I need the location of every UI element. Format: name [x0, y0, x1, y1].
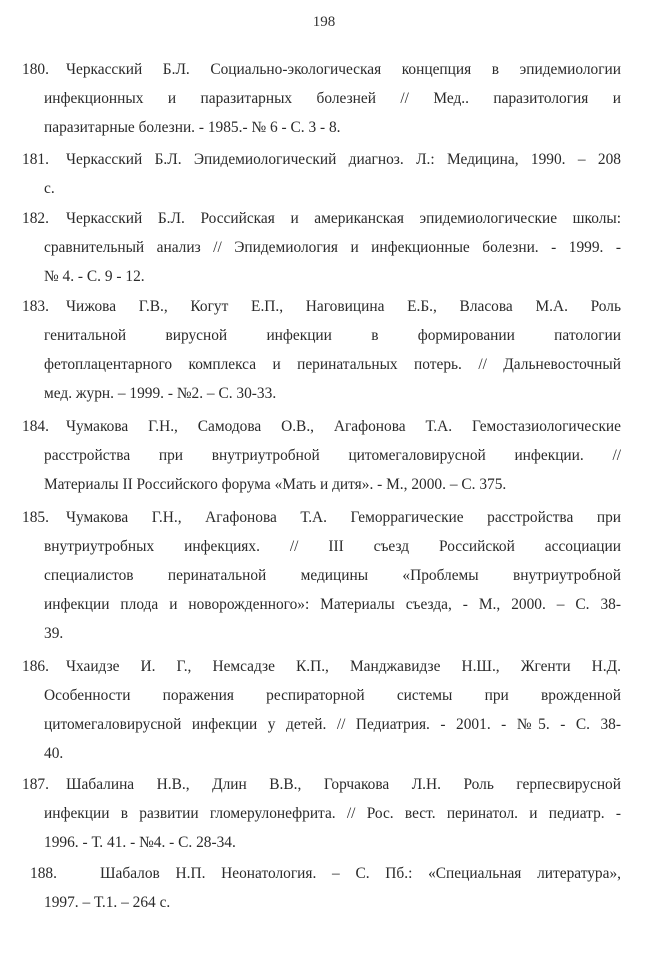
reference-line: № 4. - С. 9 - 12.: [44, 268, 145, 285]
reference-item: [22, 652, 621, 768]
reference-item: [30, 859, 621, 917]
reference-line: цитомегаловирусной инфекции у детей. // Педиатрия. - 2001. - №5. - С. 38-: [44, 716, 621, 733]
reference-line: паразитарные болезни. - 1985.- № 6 - С. 3 - 8.: [44, 119, 341, 136]
reference-number: 183.: [22, 298, 49, 315]
reference-line: генитальной вирусной инфекции в формировании патологии: [44, 327, 621, 344]
reference-line: специалистов перинатальной медицины «Проблемы внутриутробной: [44, 567, 621, 584]
reference-number: 181.: [22, 151, 49, 168]
reference-item: [22, 292, 621, 408]
reference-number: 187.: [22, 776, 49, 793]
reference-line: 1996. - Т. 41. - №4. - С. 28-34.: [44, 834, 236, 851]
reference-first-line: Чумакова Г.Н., Агафонова Т.А. Геморрагические расстройства при: [66, 509, 621, 526]
reference-line: 39.: [44, 625, 64, 642]
reference-number: 184.: [22, 418, 49, 435]
reference-item: [22, 204, 621, 291]
reference-number: 188.: [30, 865, 57, 882]
reference-line: инфекции в развитии гломерулонефрита. // Рос. вест. перинатол. и педиатр. -: [44, 805, 621, 822]
reference-line: инфекции плода и новорожденного»: Материалы съезда, - М., 2000. – С. 38-: [44, 596, 621, 613]
reference-first-line: Чижова Г.В., Когут Е.П., Наговицина Е.Б., Власова М.А. Роль: [66, 298, 621, 315]
reference-number: 182.: [22, 210, 49, 227]
reference-first-line: Чхаидзе И. Г., Немсадзе К.П., Манджавидзе Н.Ш., Жгенти Н.Д.: [66, 658, 621, 675]
reference-item: [22, 145, 621, 203]
reference-first-line: Шабалов Н.П. Неонатология. – С. Пб.: «Специальная литература»,: [100, 865, 621, 882]
reference-item: [22, 503, 621, 648]
reference-first-line: Черкасский Б.Л. Эпидемиологический диагноз. Л.: Медицина, 1990. – 208: [66, 151, 621, 168]
page-number: 198: [312, 14, 336, 30]
reference-item: [22, 412, 621, 499]
reference-line: с.: [44, 180, 55, 197]
reference-first-line: Черкасский Б.Л. Российская и американская эпидемиологические школы:: [66, 210, 621, 227]
reference-line: инфекционных и паразитарных болезней // Мед.. паразитология и: [44, 90, 621, 107]
reference-item: [22, 55, 621, 142]
reference-line: Материалы II Российского форума «Мать и дитя». - М., 2000. – С. 375.: [44, 476, 507, 493]
reference-number: 186.: [22, 658, 49, 675]
reference-line: сравнительный анализ // Эпидемиология и инфекционные болезни. - 1999. -: [44, 239, 621, 256]
reference-line: внутриутробных инфекциях. // III съезд Российской ассоциации: [44, 538, 621, 555]
reference-number: 185.: [22, 509, 49, 526]
reference-line: фетоплацентарного комплекса и перинатальных потерь. // Дальневосточный: [44, 356, 621, 373]
reference-number: 180.: [22, 61, 49, 78]
reference-line: Особенности поражения респираторной системы при врожденной: [44, 687, 621, 704]
reference-line: мед. журн. – 1999. - №2. – С. 30-33.: [44, 385, 277, 402]
reference-line: 40.: [44, 745, 64, 762]
reference-line: расстройства при внутриутробной цитомегаловирусной инфекции. //: [44, 447, 621, 464]
reference-first-line: Шабалина Н.В., Длин В.В., Горчакова Л.Н. Роль герпесвирусной: [66, 776, 621, 793]
reference-line: 1997. – Т.1. – 264 с.: [44, 894, 171, 911]
reference-item: [22, 770, 621, 857]
reference-first-line: Черкасский Б.Л. Социально-экологическая концепция в эпидемиологии: [66, 61, 621, 78]
reference-first-line: Чумакова Г.Н., Самодова О.В., Агафонова Т.А. Гемостазиологические: [66, 418, 621, 435]
